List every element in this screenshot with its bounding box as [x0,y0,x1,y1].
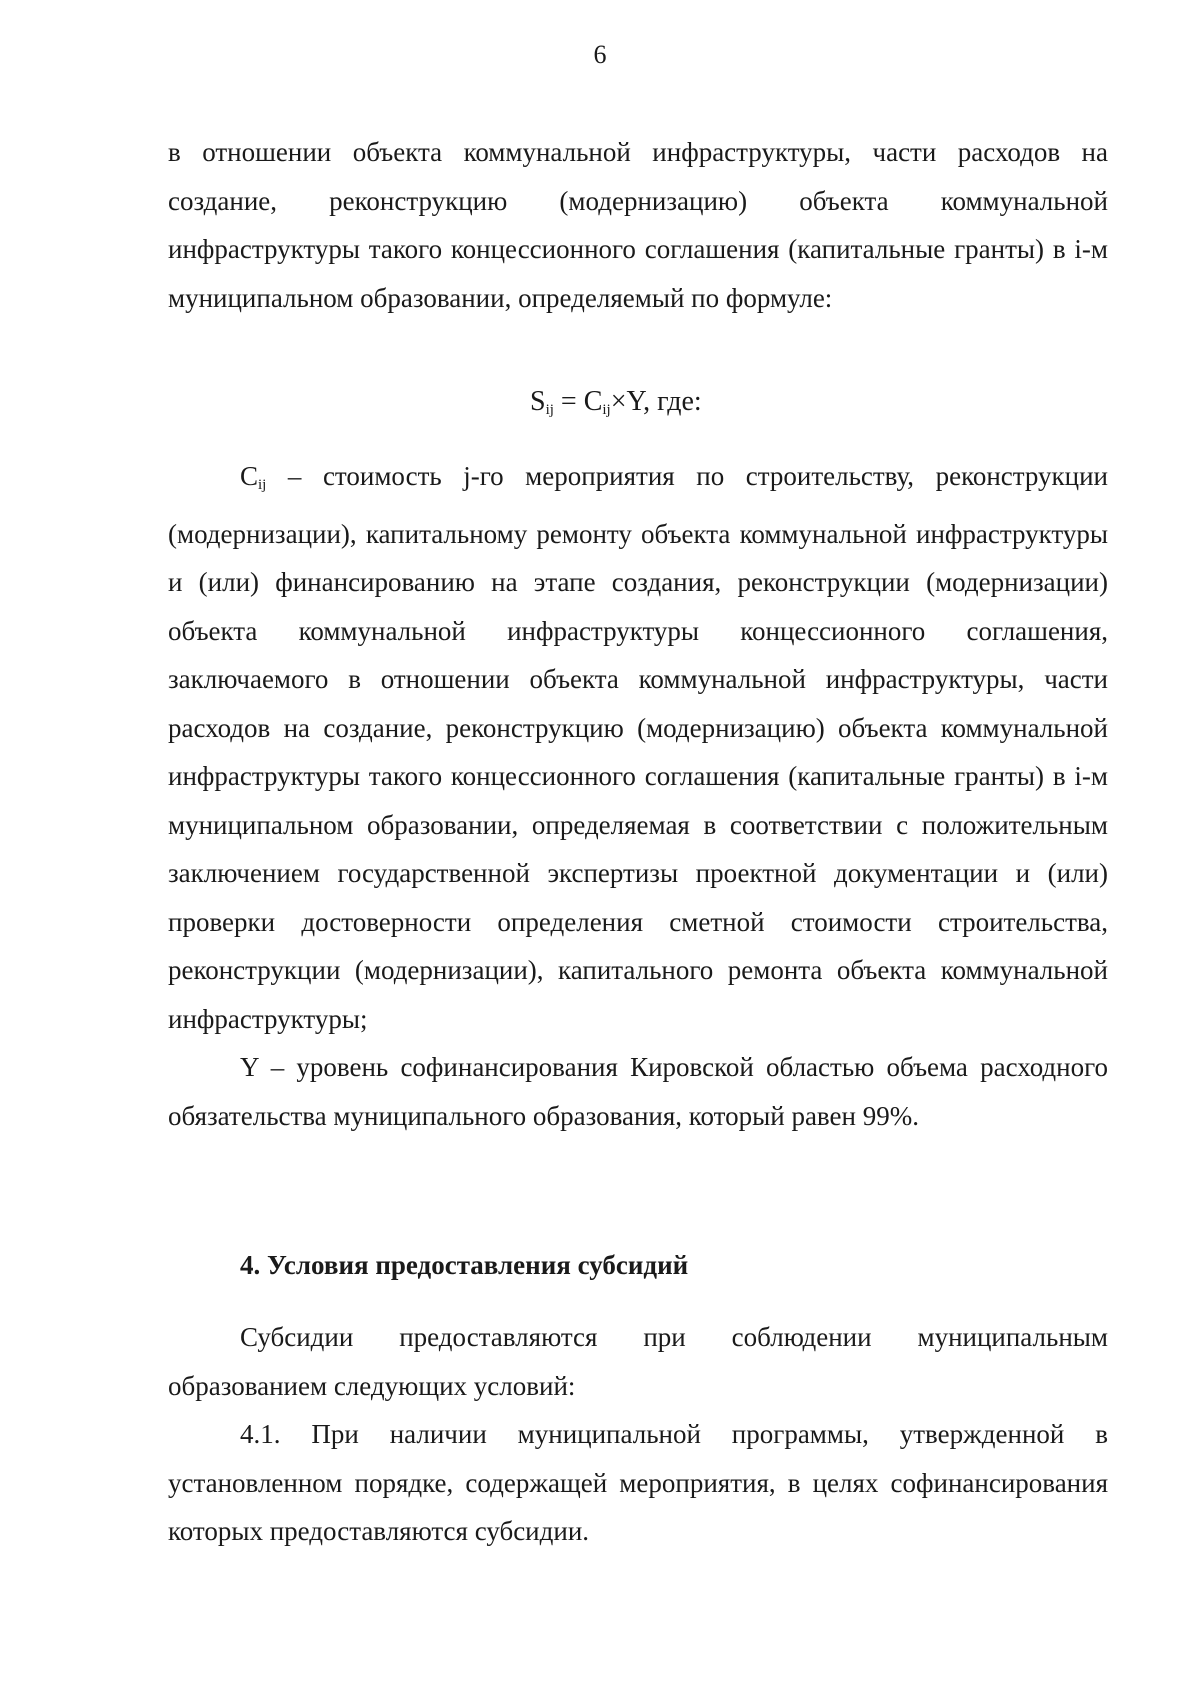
condition-4-1: 4.1. При наличии муниципальной программы, утвержденной в установленном порядке, содержащей мероприятия, в целях софинансирования которых предоставляются субсидии. [168,1419,1108,1546]
formula-rest: ×Y, где: [610,386,702,417]
intro-paragraph: в отношении объекта коммунальной инфраструктуры, части расходов на создание, реконструкцию (модернизацию) объекта коммунальной инфраструктуры такого концессионного соглашения (капитальные гранты) в i-м муниципальном образовании, определяемый по формуле: [168,137,1108,313]
conditions-paragraph: Субсидии предоставляются при соблюдении муниципальным образованием следующих условий: [168,1322,1108,1401]
formula-s-subscript: ij [545,402,554,418]
definition-c [168,452,1108,1043]
definition-c-subscript: ij [258,477,267,493]
definitions-block [168,452,1108,1140]
page-number: 6 [593,40,607,69]
conditions-block [168,1313,1108,1556]
definition-c-symbol: C [240,461,259,491]
definition-y: Y – уровень софинансирования Кировской областью объема расходного обязательства муниципального образования, который равен 99%. [168,1052,1108,1131]
formula-eq: = C [553,386,603,417]
formula-s: S [530,386,546,417]
section-heading: 4. Условия предоставления субсидий [240,1250,689,1280]
definition-c-text: – стоимость j-го мероприятия по строительству, реконструкции (модернизации), капитальному ремонту объекта коммунальной инфраструктуры и (или) финансированию на этапе создания, реконструкции (модернизации) объекта коммунальной инфраструктуры концессионного соглашения, заключаемого в отношении объекта коммунальной инфраструктуры, части расходов на создание, реконструкцию (модернизацию) объекта коммунальной инфраструктуры такого концессионного соглашения (капитальные гранты) в i-м муниципальном образовании, определяемая в соответствии с положительным заключением государственной экспертизы проектной документации и (или) проверки достоверности определения сметной стоимости строительства, реконструкции (модернизации), капитального ремонта объекта коммунальной инфраструктуры; [168,461,1108,1034]
formula [530,386,702,419]
intro-paragraph-block [168,128,1108,322]
formula-c-subscript: ij [602,402,611,418]
